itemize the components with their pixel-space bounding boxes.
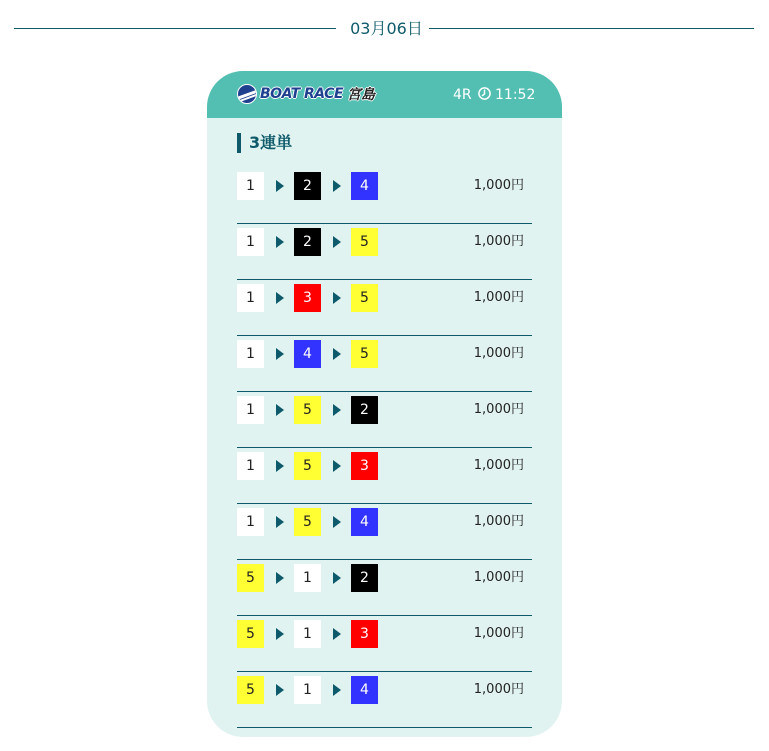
bet-amount: 1,000円 <box>473 626 524 641</box>
bet-amount: 1,000円 <box>473 234 524 249</box>
date-divider <box>14 16 754 42</box>
first-place-boat: 5 <box>237 620 264 648</box>
bet-amount: 1,000円 <box>473 570 524 585</box>
boatrace-logo <box>237 84 375 104</box>
second-place-boat: 2 <box>294 172 321 200</box>
divider-line-right <box>429 28 754 29</box>
arrow-right-icon <box>276 684 284 696</box>
arrow-right-icon <box>333 460 341 472</box>
first-place-boat: 1 <box>237 508 264 536</box>
ticket-header <box>207 71 562 118</box>
arrow-right-icon <box>276 236 284 248</box>
bet-row <box>237 281 532 336</box>
second-place-boat: 1 <box>294 564 321 592</box>
bet-amount: 1,000円 <box>473 682 524 697</box>
divider-line-left <box>14 28 336 29</box>
bet-amount: 1,000円 <box>473 514 524 529</box>
bet-list <box>237 169 532 729</box>
arrow-right-icon <box>276 180 284 192</box>
arrow-right-icon <box>276 572 284 584</box>
third-place-boat: 4 <box>351 172 378 200</box>
bet-row <box>237 449 532 504</box>
first-place-boat: 1 <box>237 284 264 312</box>
bet-row <box>237 673 532 728</box>
third-place-boat: 3 <box>351 452 378 480</box>
bet-row <box>237 169 532 224</box>
third-place-boat: 2 <box>351 564 378 592</box>
arrow-right-icon <box>333 684 341 696</box>
arrow-right-icon <box>333 572 341 584</box>
bet-row <box>237 561 532 616</box>
third-place-boat: 5 <box>351 284 378 312</box>
arrow-right-icon <box>276 348 284 360</box>
second-place-boat: 1 <box>294 620 321 648</box>
bet-row <box>237 617 532 672</box>
second-place-boat: 5 <box>294 452 321 480</box>
first-place-boat: 1 <box>237 228 264 256</box>
arrow-right-icon <box>333 516 341 528</box>
logo-text: BOAT RACE <box>260 86 344 102</box>
first-place-boat: 1 <box>237 340 264 368</box>
race-number: 4R <box>453 87 472 103</box>
arrow-right-icon <box>333 292 341 304</box>
arrow-right-icon <box>333 348 341 360</box>
second-place-boat: 5 <box>294 396 321 424</box>
arrow-right-icon <box>333 180 341 192</box>
arrow-right-icon <box>276 460 284 472</box>
arrow-right-icon <box>276 292 284 304</box>
bet-row <box>237 225 532 280</box>
second-place-boat: 4 <box>294 340 321 368</box>
bet-amount: 1,000円 <box>473 178 524 193</box>
bet-row <box>237 393 532 448</box>
bet-amount: 1,000円 <box>473 290 524 305</box>
arrow-right-icon <box>333 628 341 640</box>
third-place-boat: 2 <box>351 396 378 424</box>
race-time: 11:52 <box>495 87 536 103</box>
bet-amount: 1,000円 <box>473 458 524 473</box>
arrow-right-icon <box>276 628 284 640</box>
third-place-boat: 4 <box>351 676 378 704</box>
second-place-boat: 3 <box>294 284 321 312</box>
first-place-boat: 5 <box>237 564 264 592</box>
arrow-right-icon <box>276 404 284 416</box>
venue-name: 宮島 <box>347 87 376 103</box>
third-place-boat: 3 <box>351 620 378 648</box>
first-place-boat: 1 <box>237 396 264 424</box>
third-place-boat: 4 <box>351 508 378 536</box>
bet-type-heading: 3連単 <box>237 133 292 153</box>
first-place-boat: 5 <box>237 676 264 704</box>
bet-row <box>237 337 532 392</box>
third-place-boat: 5 <box>351 228 378 256</box>
bet-amount: 1,000円 <box>473 346 524 361</box>
date-label: 03月06日 <box>350 19 423 38</box>
arrow-right-icon <box>333 236 341 248</box>
arrow-right-icon <box>333 404 341 416</box>
first-place-boat: 1 <box>237 452 264 480</box>
boatrace-logo-icon <box>237 84 257 104</box>
bet-ticket-card <box>207 71 562 737</box>
arrow-right-icon <box>276 516 284 528</box>
bet-row <box>237 505 532 560</box>
clock-icon <box>478 87 491 100</box>
second-place-boat: 5 <box>294 508 321 536</box>
second-place-boat: 1 <box>294 676 321 704</box>
third-place-boat: 5 <box>351 340 378 368</box>
first-place-boat: 1 <box>237 172 264 200</box>
second-place-boat: 2 <box>294 228 321 256</box>
bet-amount: 1,000円 <box>473 402 524 417</box>
